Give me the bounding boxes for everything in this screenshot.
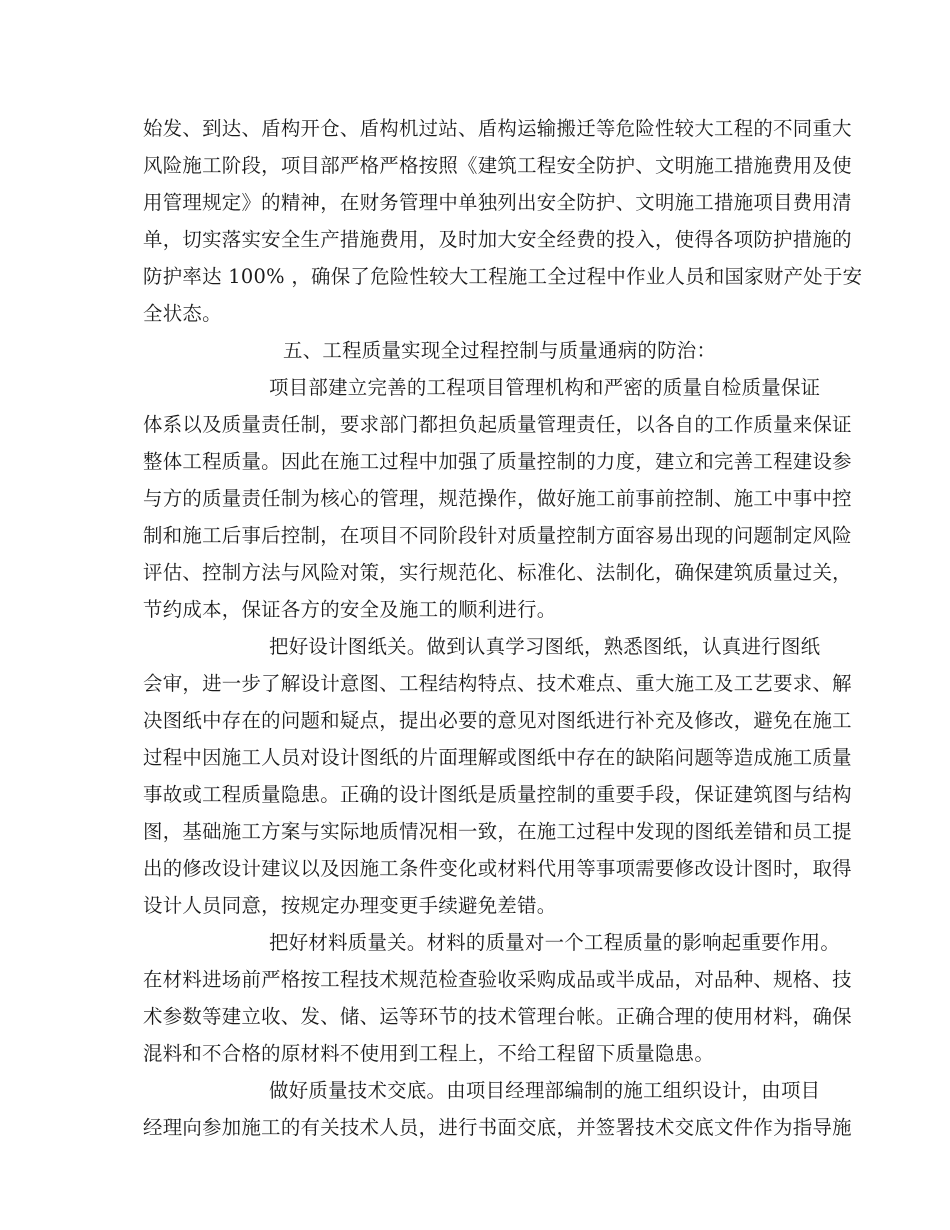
body-text-line: 防护率达 100% ，确保了危险性较大工程施工全过程中作业人员和国家财产处于安: [143, 265, 863, 288]
body-text-line: 会审，进一步了解设计意图、工程结构特点、技术难点、重大施工及工艺要求、解: [143, 672, 852, 695]
body-text-line: 节约成本，保证各方的安全及施工的顺利进行。: [143, 598, 557, 621]
body-text-line: 过程中因施工人员对设计图纸的片面理解或图纸中存在的缺陷问题等造成施工质量: [143, 746, 852, 769]
body-text-line: 用管理规定》的精神，在财务管理中单独列出安全防护、文明施工措施项目费用清: [143, 191, 852, 214]
body-text-line: 事故或工程质量隐患。正确的设计图纸是质量控制的重要手段，保证建筑图与结构: [143, 783, 852, 806]
body-text-line: 评估、控制方法与风险对策，实行规范化、标准化、法制化，确保建筑质量过关，: [143, 561, 852, 584]
body-text-line: 决图纸中存在的问题和疑点，提出必要的意见对图纸进行补充及修改，避免在施工: [143, 709, 852, 732]
paragraph-first-line: 项目部建立完善的工程项目管理机构和严密的质量自检质量保证: [269, 376, 821, 399]
section-heading: 五、工程质量实现全过程控制与质量通病的防治：: [283, 339, 717, 362]
paragraph-first-line: 把好材料质量关。材料的质量对一个工程质量的影响起重要作用。: [269, 931, 841, 954]
body-text-line: 经理向参加施工的有关技术人员，进行书面交底，并签署技术交底文件作为指导施: [143, 1116, 852, 1139]
paragraph-first-line: 做好质量技术交底。由项目经理部编制的施工组织设计，由项目: [269, 1079, 821, 1102]
body-text-line: 全状态。: [143, 302, 222, 325]
body-text-line: 与方的质量责任制为核心的管理，规范操作，做好施工前事前控制、施工中事中控: [143, 487, 852, 510]
body-text-line: 单，切实落实安全生产措施费用，及时加大安全经费的投入，使得各项防护措施的: [143, 228, 852, 251]
body-text-line: 始发、到达、盾构开仓、盾构机过站、盾构运输搬迁等危险性较大工程的不同重大: [143, 117, 852, 140]
body-text-line: 混料和不合格的原材料不使用到工程上，不给工程留下质量隐患。: [143, 1042, 715, 1065]
body-text-line: 出的修改设计建议以及因施工条件变化或材料代用等事项需要修改设计图时，取得: [143, 857, 852, 880]
body-text-line: 体系以及质量责任制，要求部门都担负起质量管理责任，以各自的工作质量来保证: [143, 413, 852, 436]
body-text-line: 设计人员同意，按规定办理变更手续避免差错。: [143, 894, 557, 917]
body-text-line: 风险施工阶段，项目部严格严格按照《建筑工程安全防护、文明施工措施费用及使: [143, 154, 852, 177]
body-text-line: 图，基础施工方案与实际地质情况相一致，在施工过程中发现的图纸差错和员工提: [143, 820, 852, 843]
body-text-line: 在材料进场前严格按工程技术规范检查验收采购成品或半成品，对品种、规格、技: [143, 968, 852, 991]
body-text-line: 制和施工后事后控制，在项目不同阶段针对质量控制方面容易出现的问题制定风险: [143, 524, 852, 547]
body-text-line: 术参数等建立收、发、储、运等环节的技术管理台帐。正确合理的使用材料，确保: [143, 1005, 852, 1028]
paragraph-first-line: 把好设计图纸关。做到认真学习图纸，熟悉图纸，认真进行图纸: [269, 635, 821, 658]
body-text-line: 整体工程质量。因此在施工过程中加强了质量控制的力度，建立和完善工程建设参: [143, 450, 852, 473]
